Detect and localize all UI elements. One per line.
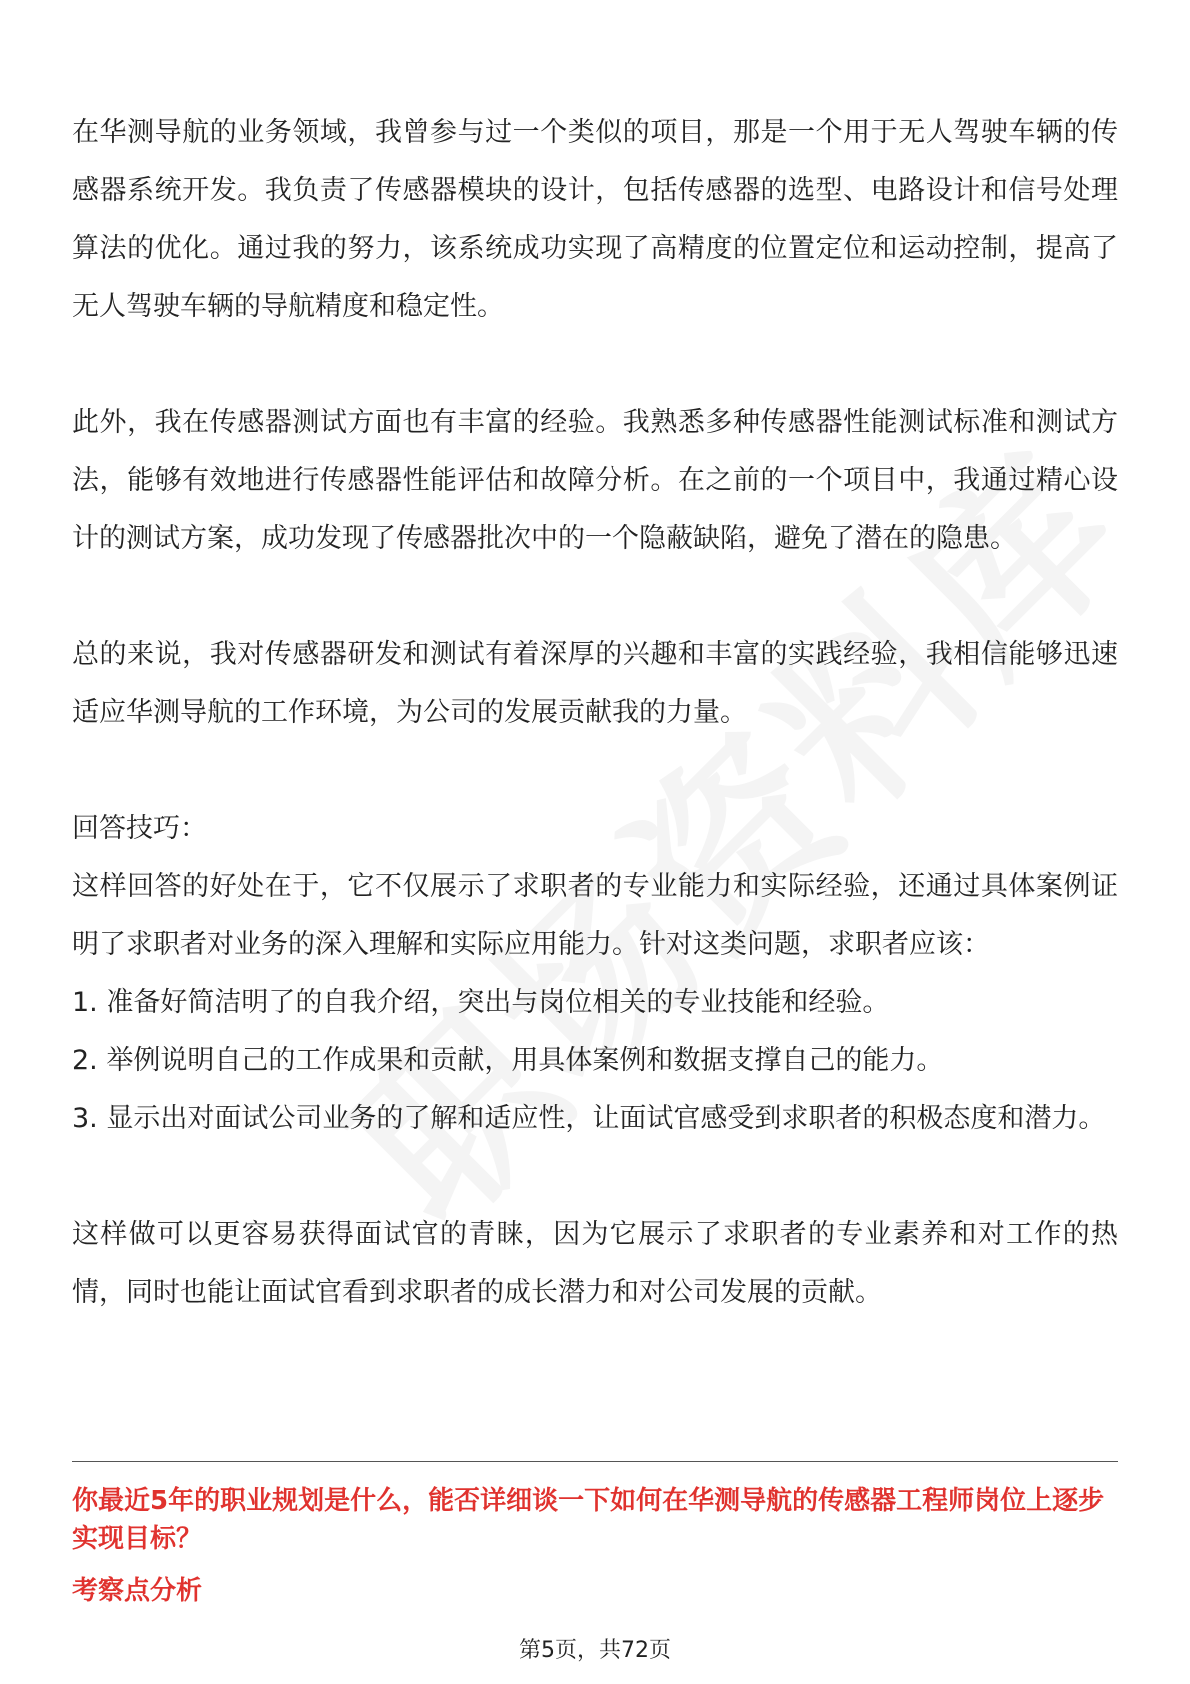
page-number: 第5页，共72页 xyxy=(519,1638,671,1663)
tips-intro: 这样回答的好处在于，它不仅展示了求职者的专业能力和实际经验，还通过具体案例证明了求职者对业务的深入理解和实际应用能力。针对这类问题，求职者应该： xyxy=(72,871,1118,960)
tips-conclusion: 这样做可以更容易获得面试官的青睐，因为它展示了求职者的专业素养和对工作的热情，同时也能让面试官看到求职者的成长潜力和对公司发展的贡献。 xyxy=(72,1219,1118,1308)
section-divider xyxy=(72,1461,1118,1462)
answer-paragraph-1: 在华测导航的业务领域，我曾参与过一个类似的项目，那是一个用于无人驾驶车辆的传感器系统开发。我负责了传感器模块的设计，包括传感器的选型、电路设计和信号处理算法的优化。通过我的努力，该系统成功实现了高精度的位置定位和运动控制，提高了无人驾驶车辆的导航精度和稳定性。 xyxy=(72,117,1118,322)
answer-body xyxy=(72,104,1118,1322)
tips-item-1: 1. 准备好简洁明了的自我介绍，突出与岗位相关的专业技能和经验。 xyxy=(72,987,890,1018)
tips-item-3: 3. 显示出对面试公司业务的了解和适应性，让面试官感受到求职者的积极态度和潜力。 xyxy=(72,1103,1106,1134)
answer-paragraph-2: 此外，我在传感器测试方面也有丰富的经验。我熟悉多种传感器性能测试标准和测试方法，能够有效地进行传感器性能评估和故障分析。在之前的一个项目中，我通过精心设计的测试方案，成功发现了传感器批次中的一个隐蔽缺陷，避免了潜在的隐患。 xyxy=(72,407,1118,554)
answer-paragraph-3: 总的来说，我对传感器研发和测试有着深厚的兴趣和丰富的实践经验，我相信能够迅速适应华测导航的工作环境，为公司的发展贡献我的力量。 xyxy=(72,639,1118,728)
analysis-section-title: 考察点分析 xyxy=(72,1576,203,1606)
tips-item-2: 2. 举例说明自己的工作成果和贡献，用具体案例和数据支撑自己的能力。 xyxy=(72,1045,944,1076)
tips-heading: 回答技巧： xyxy=(72,813,207,844)
next-question-title: 你最近5年的职业规划是什么，能否详细谈一下如何在华测导航的传感器工程师岗位上逐步实现目标？ xyxy=(72,1486,1105,1554)
